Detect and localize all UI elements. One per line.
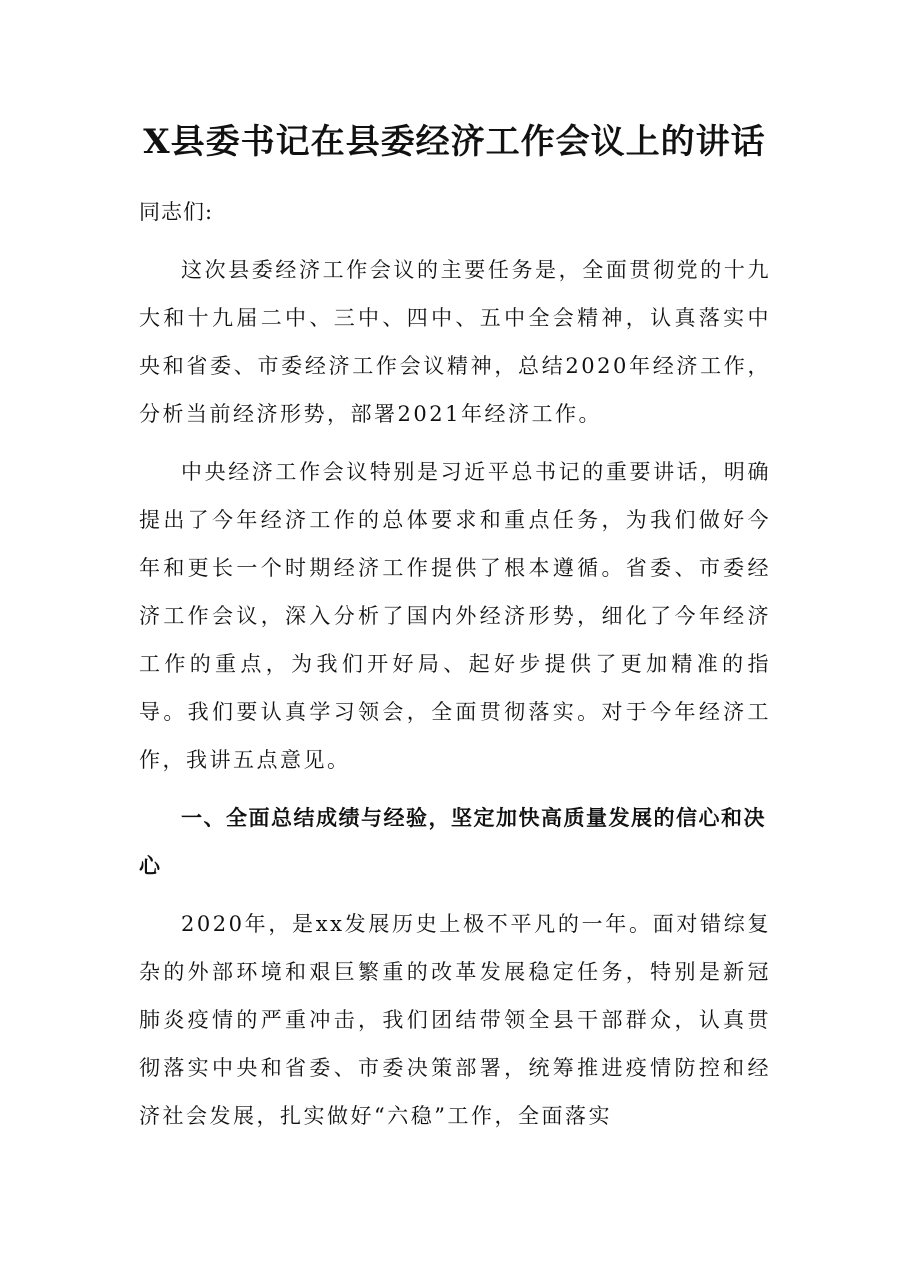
- salutation: 同志们:: [139, 200, 214, 224]
- document-title: X县委书记在县委经济工作会议上的讲话: [143, 122, 766, 162]
- paragraph-intro: 这次县委经济工作会议的主要任务是，全面贯彻党的十九大和十九届二中、三中、四中、五中全会精神，认真落实中央和省委、市委经济工作会议精神，总结2020年经济工作，分析当前经济形势，部署2021年经济工作。: [139, 258, 771, 426]
- paragraph-central-meeting: 中央经济工作会议特别是习近平总书记的重要讲话，明确提出了今年经济工作的总体要求和重点任务，为我们做好今年和更长一个时期经济工作提供了根本遵循。省委、市委经济工作会议，深入分析了国内外经济形势，细化了今年经济工作的重点，为我们开好局、起好步提供了更加精准的指导。我们要认真学习领会，全面贯彻落实。对于今年经济工作，我讲五点意见。: [139, 460, 771, 772]
- document-body: [139, 188, 771, 1150]
- paragraph-section-1: 2020年，是xx发展历史上极不平凡的一年。面对错综复杂的外部环境和艰巨繁重的改革发展稳定任务，特别是新冠肺炎疫情的严重冲击，我们团结带领全县干部群众，认真贯彻落实中央和省委、市委决策部署，统筹推进疫情防控和经济社会发展，扎实做好“六稳”工作，全面落实: [139, 912, 771, 1128]
- section-heading-1: 一、全面总结成绩与经验，坚定加快高质量发展的信心和决心: [139, 806, 766, 878]
